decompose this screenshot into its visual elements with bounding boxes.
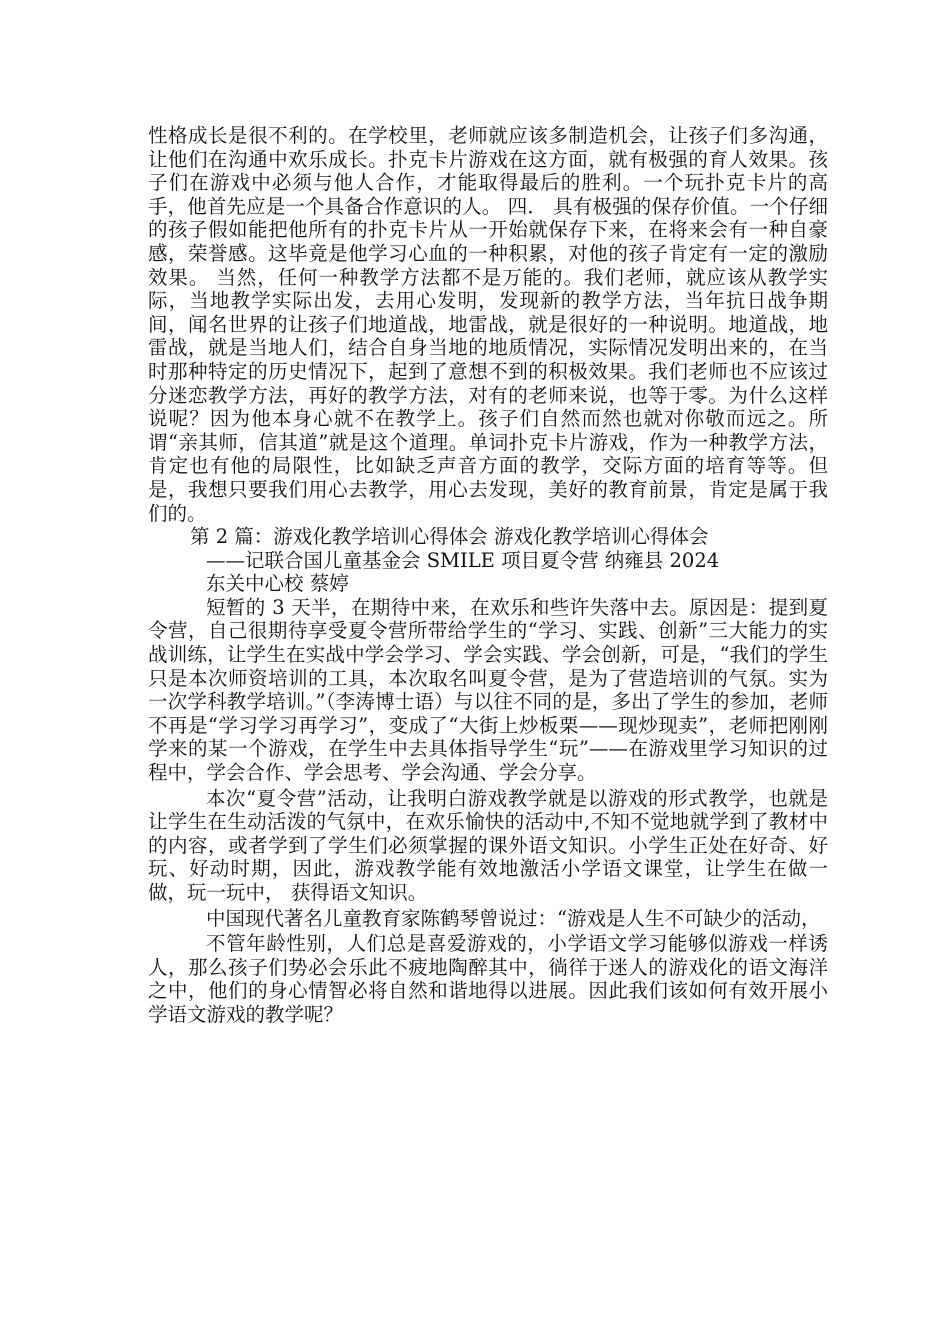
document-body bbox=[148, 124, 828, 1027]
body-paragraph-1: 短暂的 3 天半，在期待中来，在欢乐和些许失落中去。原因是：提到夏令营，自己很期待享受夏令营所带给学生的“学习、实践、创新”三大能力的实战训练，让学生在实战中学会学习、学会实践、学会创新，可是，“我们的学生只是本次师资培训的工具，本次取名叫夏令营，是为了营造培训的气氛。实为一次学科教学培训。”（李涛博士语）与以往不同的是，多出了学生的参加，老师不再是“学习学习再学习”，变成了“大街上炒板栗——现炒现卖”，老师把刚刚学来的某一个游戏，在学生中去具体指导学生“玩”——在游戏里学习知识的过程中，学会合作、学会思考、学会沟通、学会分享。 bbox=[148, 595, 828, 785]
author-line: 东关中心校 蔡婷 bbox=[206, 572, 349, 596]
body-paragraph-2: 本次“夏令营”活动，让我明白游戏教学就是以游戏的形式教学，也就是让学生在生动活泼的气氛中，在欢乐愉快的活动中,不知不觉地就学到了教材中的内容，或者学到了学生们必须掌握的课外语文知识。小学生正处在好奇、好玩、好动时期，因此，游戏教学能有效地激活小学语文课堂，让学生在做一做，玩一玩中， 获得语文知识。 bbox=[148, 786, 828, 904]
body-paragraph-3: 中国现代著名儿童教育家陈鹤琴曾说过：“游戏是人生不可缺少的活动， bbox=[206, 906, 821, 930]
subtitle: ——记联合国儿童基金会 SMILE 项目夏令营 纳雍县 2024 bbox=[206, 548, 720, 572]
body-paragraph-4: 不管年龄性别，人们总是喜爱游戏的，小学语文学习能够似游戏一样诱人，那么孩子们势必会乐此不疲地陶醉其中，徜徉于迷人的游戏化的语文海洋之中，他们的身心情智必将自然和谐地得以进展。因此我们该如何有效开展小学语文游戏的教学呢？ bbox=[148, 932, 828, 1026]
paragraph-1: 性格成长是很不利的。在学校里，老师就应该多制造机会，让孩子们多沟通，让他们在沟通中欢乐成长。扑克卡片游戏在这方面，就有极强的育人效果。孩子们在游戏中必须与他人合作，才能取得最后的胜利。一个玩扑克卡片的高手，他首先应是一个具备合作意识的人。 四． 具有极强的保存价值。一个仔细的孩子假如能把他所有的扑克卡片从一开始就保存下来，在将来会有一种自豪感，荣誉感。这毕竟是他学习心血的一种积累，对他的孩子肯定有一定的激励效果。 当然，任何一种教学方法都不是万能的。我们老师，就应该从教学实际，当地教学实际出发，去用心发明，发现新的教学方法，当年抗日战争期间，闻名世界的让孩子们地道战，地雷战，就是很好的一种说明。地道战，地雷战，就是当地人们，结合自身当地的地质情况，实际情况发明出来的，在当时那种特定的历史情况下，起到了意想不到的积极效果。我们老师也不应该过分迷恋教学方法，再好的教学方法，对有的老师来说，也等于零。为什么这样说呢？因为他本身心就不在教学上。孩子们自然而然也就对你敬而远之。所谓“亲其师，信其道”就是这个道理。单词扑克卡片游戏，作为一种教学方法，肯定也有他的局限性，比如缺乏声音方面的教学，交际方面的培育等等。但是，我想只要我们用心去教学，用心去发现，美好的教育前景，肯定是属于我们的。 bbox=[148, 124, 828, 525]
section-title: 第 2 篇：游戏化教学培训心得体会 游戏化教学培训心得体会 bbox=[190, 525, 709, 549]
